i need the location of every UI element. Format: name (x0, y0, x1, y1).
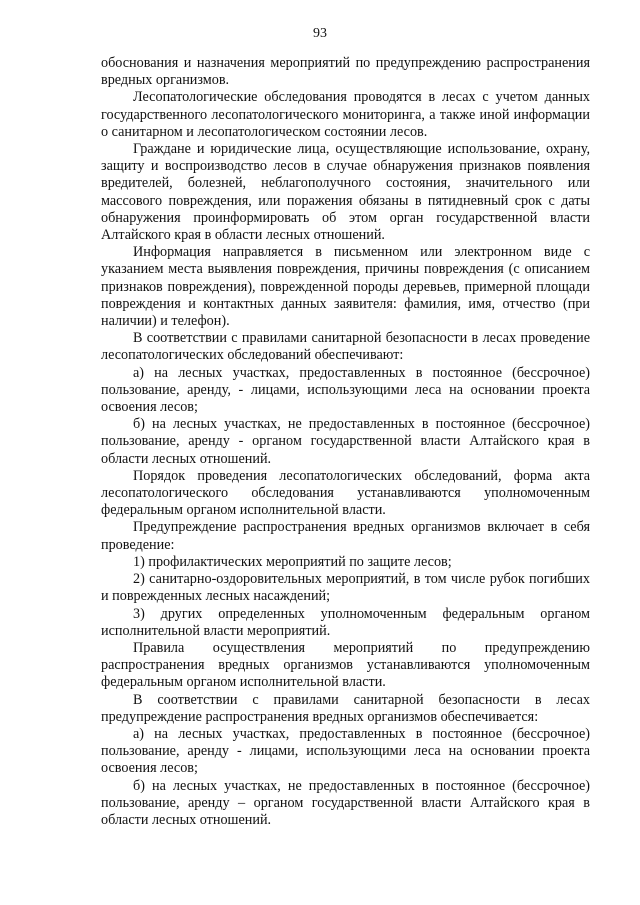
paragraph: Порядок проведения лесопатологических обследований, форма акта лесопатологического обследования устанавливаются уполномоченным федеральным органом исполнительной власти. (101, 467, 590, 519)
list-item: 3) других определенных уполномоченным федеральным органом исполнительной власти мероприятий. (101, 605, 590, 639)
page-number: 93 (313, 26, 327, 41)
list-item: 1) профилактических мероприятий по защите лесов; (133, 553, 452, 570)
paragraph: Лесопатологические обследования проводятся в лесах с учетом данных государственного лесопатологического мониторинга, а также иной информации о санитарном и лесопатологическом состоянии лесов. (101, 89, 590, 140)
list-item: б) на лесных участках, не предоставленных в постоянное (бессрочное) пользование, аренду – органом государственной власти Алтайского края в области лесных отношений. (101, 777, 590, 828)
list-item: а) на лесных участках, предоставленных в постоянное (бессрочное) пользование, аренду - лицами, использующими леса на основании проекта освоения лесов; (101, 725, 590, 777)
paragraph-continuation: обоснования и назначения мероприятий по предупреждению распространения вредных организмов. (101, 55, 590, 89)
paragraph: Правила осуществления мероприятий по предупреждению распространения вредных организмов устанавливаются уполномоченным федеральным органом исполнительной власти. (101, 639, 590, 691)
paragraph: Граждане и юридические лица, осуществляющие использование, охрану, защиту и воспроизводство лесов в случае обнаружения признаков появления вредителей, болезней, неблагополучного состояния, значительного или массового повреждения, или поражения обязаны в пятидневный срок с даты обнаружения проинформировать об этом орган государственной власти Алтайского края в области лесных отношений. (101, 141, 590, 244)
list-item: а) на лесных участках, предоставленных в постоянное (бессрочное) пользование, аренду, - лицами, использующими леса на основании проекта освоения лесов; (101, 364, 590, 416)
paragraph: Предупреждение распространения вредных организмов включает в себя проведение: (101, 519, 590, 553)
paragraph: В соответствии с правилами санитарной безопасности в лесах проведение лесопатологических обследований обеспечивают: (101, 330, 590, 364)
list-item: 2) санитарно-оздоровительных мероприятий, в том числе рубок погибших и поврежденных лесных насаждений; (101, 571, 590, 605)
paragraph: Информация направляется в письменном или электронном виде с указанием места выявления повреждения, причины повреждения (с описанием признаков повреждения), поврежденной породы деревьев, примерной площади повреждения и контактных данных заявителя: фамилия, имя, отчество (при наличии) и телефон). (101, 244, 590, 330)
document-body (101, 55, 590, 829)
list-item: б) на лесных участках, не предоставленных в постоянное (бессрочное) пользование, аренду - органом государственной власти Алтайского края в области лесных отношений. (101, 416, 590, 467)
paragraph: В соответствии с правилами санитарной безопасности в лесах предупреждение распространения вредных организмов обеспечивается: (101, 691, 590, 725)
